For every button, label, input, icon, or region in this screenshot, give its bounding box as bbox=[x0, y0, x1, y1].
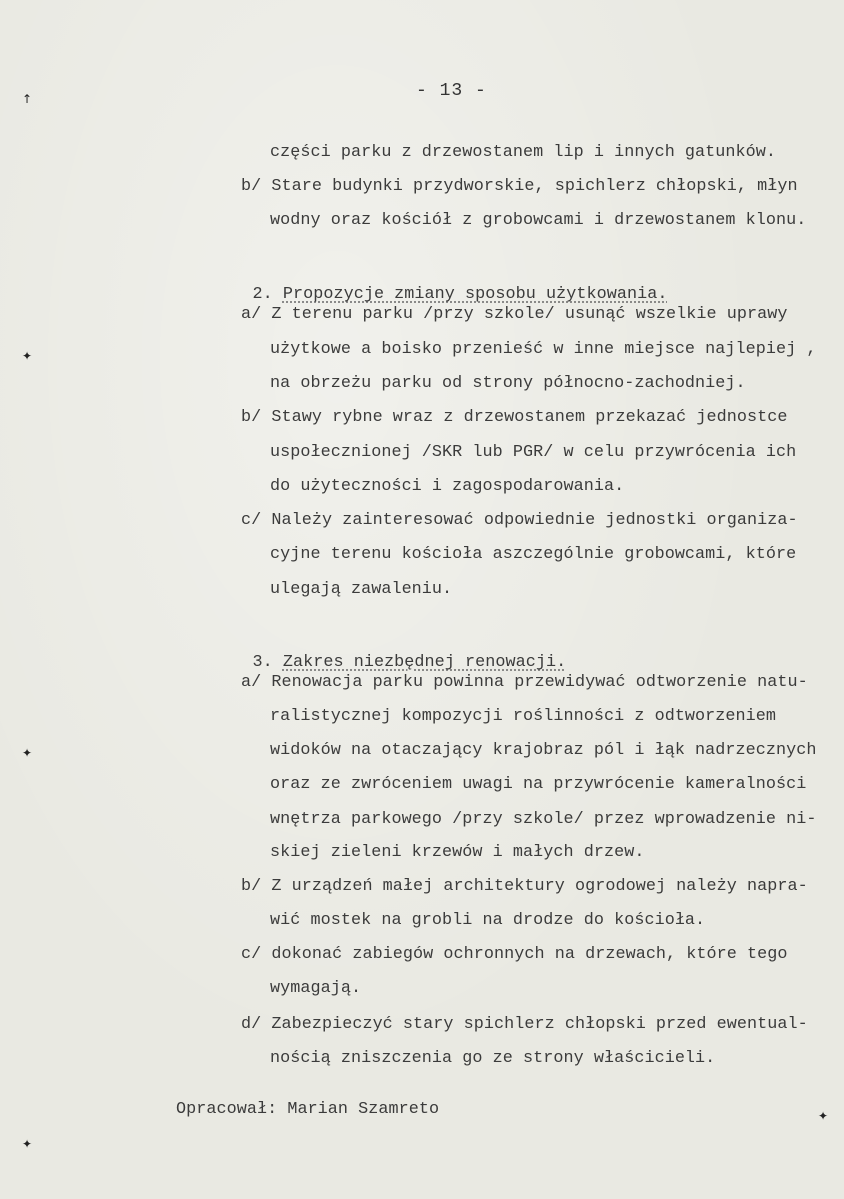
text-line: ralistycznej kompozycji roślinności z odtworzeniem bbox=[270, 707, 777, 726]
text-line: części parku z drzewostanem lip i innych gatunków. bbox=[270, 143, 777, 162]
text-line: b/ Z urządzeń małej architektury ogrodowej należy napra- bbox=[241, 877, 808, 896]
text-line: wymagają. bbox=[270, 979, 362, 998]
text-line: cyjne terenu kościoła aszczególnie grobowcami, które bbox=[270, 545, 797, 564]
text-line: widoków na otaczający krajobraz pól i łąk nadrzecznych bbox=[270, 741, 817, 760]
text-line: wić mostek na grobli na drodze do kościoła. bbox=[270, 911, 706, 930]
text-line: a/ Renowacja parku powinna przewidywać odtworzenie natu- bbox=[241, 673, 808, 692]
margin-mark-low-left: ✦ bbox=[22, 746, 33, 760]
text-line: nością zniszczenia go ze strony właścicieli. bbox=[270, 1049, 716, 1068]
text-line: użytkowe a boisko przenieść w inne miejsce najlepiej , bbox=[270, 340, 817, 359]
page-number: - 13 - bbox=[416, 81, 487, 101]
text-line: uspołecznionej /SKR lub PGR/ w celu przywrócenia ich bbox=[270, 443, 797, 462]
section-title: Propozycje zmiany sposobu użytkowania. bbox=[282, 285, 668, 304]
text-line: c/ dokonać zabiegów ochronnych na drzewach, które tego bbox=[241, 945, 788, 964]
text-line: wodny oraz kościół z grobowcami i drzewostanem klonu. bbox=[270, 211, 807, 230]
text-line: b/ Stare budynki przydworskie, spichlerz chłopski, młyn bbox=[241, 177, 798, 196]
section-title: Zakres niezbędnej renowacji. bbox=[282, 653, 567, 672]
text-line: wnętrza parkowego /przy szkole/ przez wprowadzenie ni- bbox=[270, 810, 817, 829]
text-line: na obrzeżu parku od strony północno-zachodniej. bbox=[270, 374, 746, 393]
section-number: 3. bbox=[252, 653, 273, 672]
text-line: do użyteczności i zagospodarowania. bbox=[270, 477, 625, 496]
text-line: skiej zieleni krzewów i małych drzew. bbox=[270, 843, 645, 862]
text-line: oraz ze zwróceniem uwagi na przywrócenie kameralności bbox=[270, 775, 807, 794]
text-line: c/ Należy zainteresować odpowiednie jednostki organiza- bbox=[241, 511, 798, 530]
margin-mark-top-left: ↑ bbox=[22, 92, 33, 106]
text-line: d/ Zabezpieczyć stary spichlerz chłopski przed ewentual- bbox=[241, 1015, 808, 1034]
margin-mark-bottom-left: ✦ bbox=[22, 1137, 33, 1151]
text-line: a/ Z terenu parku /przy szkole/ usunąć wszelkie uprawy bbox=[241, 305, 788, 324]
author-line: Opracował: Marian Szamreto bbox=[176, 1100, 440, 1119]
text-line: b/ Stawy rybne wraz z drzewostanem przekazać jednostce bbox=[241, 408, 788, 427]
section-number: 2. bbox=[252, 285, 273, 304]
margin-mark-mid-left: ✦ bbox=[22, 349, 33, 363]
margin-mark-bottom-right: ✦ bbox=[818, 1109, 829, 1123]
text-line: ulegają zawaleniu. bbox=[270, 580, 453, 599]
